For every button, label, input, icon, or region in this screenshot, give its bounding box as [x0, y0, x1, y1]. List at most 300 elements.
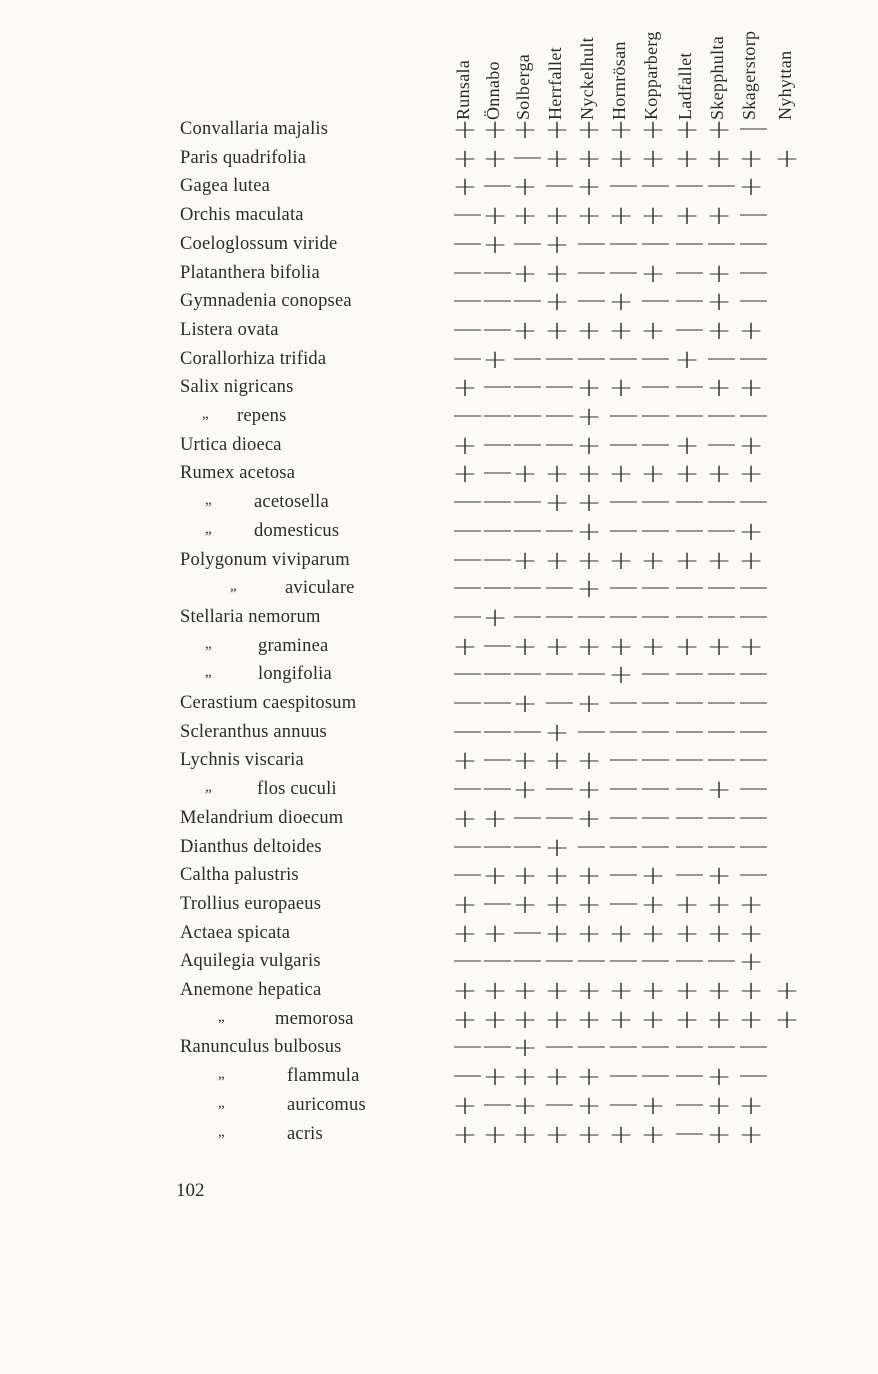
absence-mark: — — [738, 801, 769, 832]
absence-mark: — — [674, 170, 705, 201]
presence-mark: + — [608, 631, 634, 662]
presence-mark: + — [674, 201, 700, 232]
presence-mark: + — [576, 516, 602, 547]
ditto-mark: „ — [205, 635, 212, 652]
presence-mark: + — [452, 976, 478, 1006]
absence-mark: — — [482, 313, 513, 344]
presence-mark: + — [640, 1004, 666, 1035]
absence-mark: — — [576, 658, 607, 689]
presence-mark: + — [482, 229, 508, 260]
absence-mark: — — [674, 1031, 705, 1062]
absence-mark: — — [738, 1031, 769, 1062]
presence-mark: + — [640, 459, 666, 490]
presence-mark: + — [576, 430, 602, 461]
presence-mark: + — [482, 803, 508, 834]
absence-mark: — — [512, 514, 543, 545]
absence-mark: — — [512, 830, 543, 861]
species-name: flos cuculi — [257, 779, 337, 800]
absence-mark: — — [706, 342, 737, 373]
species-name: Gymnadenia conopsea — [180, 291, 352, 312]
presence-mark: + — [512, 115, 538, 145]
page-number: 102 — [176, 1180, 205, 1201]
absence-mark: — — [640, 658, 671, 689]
column-header-label: Ladfallet — [675, 52, 695, 120]
presence-mark: + — [452, 631, 478, 662]
species-name: Anemone hepatica — [180, 980, 322, 1000]
species-name: longifolia — [258, 664, 332, 685]
absence-mark: — — [706, 687, 737, 717]
presence-mark: + — [544, 287, 570, 318]
presence-mark: + — [608, 287, 634, 318]
ditto-mark: „ — [218, 1066, 225, 1083]
absence-mark: — — [738, 773, 769, 804]
presence-mark: + — [608, 545, 634, 576]
absence-mark: — — [738, 687, 769, 717]
presence-mark: + — [544, 488, 570, 519]
species-name: Gagea lutea — [180, 176, 271, 197]
absence-mark: — — [482, 629, 513, 660]
presence-mark: + — [576, 172, 602, 203]
presence-mark: + — [482, 602, 508, 633]
column-header-label: Skagerstorp — [739, 30, 759, 120]
absence-mark: — — [738, 715, 769, 746]
absence-mark: — — [512, 801, 543, 832]
presence-mark: + — [452, 430, 478, 461]
presence-mark: + — [482, 201, 508, 232]
presence-mark: + — [608, 143, 634, 174]
absence-mark: — — [608, 342, 639, 373]
absence-mark: — — [608, 600, 639, 631]
species-name: Aquilegia vulgaris — [180, 951, 321, 972]
absence-mark: — — [674, 227, 705, 258]
absence-mark: — — [512, 572, 543, 603]
absence-mark: — — [674, 486, 705, 517]
species-name: Listera ovata — [180, 319, 279, 340]
absence-mark: — — [452, 256, 483, 287]
presence-mark: + — [640, 201, 666, 232]
absence-mark: — — [608, 400, 639, 430]
presence-mark: + — [640, 889, 666, 920]
absence-mark: — — [452, 773, 483, 804]
presence-mark: + — [512, 1062, 538, 1093]
species-name: Platanthera bifolia — [180, 262, 320, 283]
absence-mark: — — [640, 572, 671, 603]
presence-mark: + — [512, 976, 538, 1006]
presence-mark: + — [452, 373, 478, 404]
presence-mark: + — [738, 1090, 764, 1121]
presence-mark: + — [452, 803, 478, 834]
presence-mark: + — [576, 631, 602, 662]
absence-mark: — — [482, 400, 513, 430]
absence-mark: — — [608, 256, 639, 287]
presence-mark: + — [706, 918, 732, 949]
absence-mark: — — [738, 658, 769, 689]
absence-mark: — — [640, 744, 671, 775]
species-name: Trollius europaeus — [180, 893, 322, 914]
absence-mark: — — [608, 687, 639, 717]
presence-mark: + — [674, 143, 700, 174]
absence-mark: — — [512, 227, 543, 258]
presence-mark: + — [576, 201, 602, 232]
absence-mark: — — [640, 428, 671, 459]
absence-mark: — — [544, 170, 575, 201]
absence-mark: — — [482, 658, 513, 689]
absence-mark: — — [452, 543, 483, 574]
species-name: Stellaria nemorum — [180, 606, 321, 627]
absence-mark: — — [640, 227, 671, 258]
absence-mark: — — [544, 600, 575, 631]
absence-mark: — — [452, 342, 483, 373]
column-header-label: Nyhyttan — [775, 50, 795, 120]
absence-mark: — — [544, 342, 575, 373]
absence-mark: — — [738, 572, 769, 603]
presence-mark: + — [544, 115, 570, 145]
absence-mark: — — [452, 227, 483, 258]
absence-mark: — — [738, 227, 769, 258]
presence-mark: + — [706, 631, 732, 662]
absence-mark: — — [608, 801, 639, 832]
presence-mark: + — [738, 459, 764, 490]
absence-mark: — — [452, 658, 483, 689]
absence-mark: — — [544, 801, 575, 832]
absence-mark: — — [738, 199, 769, 230]
absence-mark: — — [738, 600, 769, 631]
presence-mark: + — [738, 631, 764, 662]
species-name: Dianthus deltoides — [180, 836, 322, 857]
column-header-label: Hornrösan — [609, 41, 629, 120]
species-name: Ranunculus bulbosus — [180, 1037, 342, 1058]
absence-mark: — — [452, 600, 483, 631]
presence-mark: + — [640, 315, 666, 346]
presence-mark: + — [608, 1004, 634, 1035]
presence-mark: + — [706, 258, 732, 289]
absence-mark: — — [576, 1031, 607, 1062]
presence-mark: + — [482, 1004, 508, 1035]
absence-mark: — — [452, 830, 483, 861]
presence-mark: + — [576, 459, 602, 490]
presence-mark: + — [706, 861, 732, 892]
absence-mark: — — [452, 687, 483, 717]
species-name: acris — [287, 1123, 323, 1144]
presence-mark: + — [674, 344, 700, 375]
absence-mark: — — [452, 572, 483, 603]
absence-mark: — — [706, 486, 737, 517]
species-name: Cerastium caespitosum — [180, 693, 357, 713]
presence-mark: + — [640, 115, 666, 145]
absence-mark: — — [512, 371, 543, 402]
presence-mark: + — [544, 459, 570, 490]
presence-mark: + — [738, 889, 764, 920]
presence-mark: + — [576, 402, 602, 432]
presence-mark: + — [544, 717, 570, 748]
presence-mark: + — [706, 1004, 732, 1035]
absence-mark: — — [674, 256, 705, 287]
presence-mark: + — [576, 373, 602, 404]
species-name: acetosella — [254, 492, 329, 513]
presence-mark: + — [738, 430, 764, 461]
absence-mark: — — [674, 313, 705, 344]
absence-mark: — — [482, 371, 513, 402]
presence-mark: + — [512, 889, 538, 920]
presence-mark: + — [706, 545, 732, 576]
presence-mark: + — [738, 516, 764, 547]
absence-mark: — — [608, 715, 639, 746]
presence-mark: + — [738, 976, 764, 1006]
presence-mark: + — [512, 545, 538, 576]
absence-mark: — — [608, 1060, 639, 1091]
absence-mark: — — [608, 945, 639, 976]
presence-mark: + — [512, 861, 538, 892]
absence-mark: — — [674, 715, 705, 746]
absence-mark: — — [452, 313, 483, 344]
absence-mark: — — [544, 658, 575, 689]
presence-mark: + — [640, 143, 666, 174]
presence-mark: + — [640, 258, 666, 289]
absence-mark: — — [482, 170, 513, 201]
presence-mark: + — [640, 918, 666, 949]
absence-mark: — — [674, 773, 705, 804]
presence-mark: + — [452, 459, 478, 490]
presence-mark: + — [482, 143, 508, 174]
presence-mark: + — [576, 746, 602, 777]
absence-mark: — — [640, 342, 671, 373]
species-name: auricomus — [287, 1094, 366, 1115]
absence-mark: — — [738, 256, 769, 287]
absence-mark: — — [706, 227, 737, 258]
absence-mark: — — [512, 715, 543, 746]
absence-mark: — — [608, 773, 639, 804]
presence-mark: + — [544, 889, 570, 920]
presence-mark: + — [544, 631, 570, 662]
presence-mark: + — [482, 1062, 508, 1093]
absence-mark: — — [674, 1117, 705, 1148]
species-name: Caltha palustris — [180, 865, 299, 886]
presence-mark: + — [640, 861, 666, 892]
species-name: domesticus — [254, 520, 340, 541]
presence-mark: + — [738, 172, 764, 203]
absence-mark: — — [706, 514, 737, 545]
absence-mark: — — [482, 457, 513, 488]
ditto-mark: „ — [218, 1123, 225, 1140]
presence-mark: + — [706, 1119, 732, 1150]
presence-mark: + — [674, 1004, 700, 1035]
absence-mark: — — [608, 227, 639, 258]
presence-mark: + — [452, 918, 478, 949]
species-name: flammula — [287, 1066, 360, 1087]
presence-mark: + — [706, 315, 732, 346]
presence-mark: + — [512, 258, 538, 289]
absence-mark: — — [482, 514, 513, 545]
absence-mark: — — [706, 801, 737, 832]
presence-mark: + — [544, 832, 570, 863]
absence-mark: — — [706, 572, 737, 603]
absence-mark: — — [452, 285, 483, 316]
presence-mark: + — [544, 545, 570, 576]
absence-mark: — — [544, 400, 575, 430]
presence-mark: + — [738, 545, 764, 576]
presence-mark: + — [482, 976, 508, 1006]
absence-mark: — — [706, 170, 737, 201]
absence-mark: — — [674, 859, 705, 890]
absence-mark: — — [482, 572, 513, 603]
presence-mark: + — [738, 947, 764, 978]
presence-mark: + — [608, 976, 634, 1006]
presence-mark: + — [512, 1004, 538, 1035]
absence-mark: — — [544, 572, 575, 603]
absence-mark: — — [512, 916, 543, 947]
presence-mark: + — [706, 143, 732, 174]
absence-mark: — — [482, 744, 513, 775]
absence-mark: — — [640, 514, 671, 545]
species-name: Scleranthus annuus — [180, 721, 327, 742]
species-name: aviculare — [285, 578, 355, 599]
presence-mark: + — [576, 976, 602, 1006]
absence-mark: — — [482, 945, 513, 976]
presence-mark: + — [576, 143, 602, 174]
absence-mark: — — [452, 199, 483, 230]
presence-mark: + — [706, 1062, 732, 1093]
absence-mark: — — [674, 1088, 705, 1119]
presence-mark: + — [738, 373, 764, 404]
absence-mark: — — [544, 428, 575, 459]
absence-mark: — — [452, 945, 483, 976]
absence-mark: — — [674, 285, 705, 316]
absence-mark: — — [706, 658, 737, 689]
absence-mark: — — [512, 141, 543, 172]
column-header-label: Nyckelhult — [577, 37, 597, 120]
species-name: Polygonum viviparum — [180, 549, 350, 570]
presence-mark: + — [544, 1004, 570, 1035]
presence-mark: + — [512, 746, 538, 777]
presence-mark: + — [482, 115, 508, 145]
column-header-label: Solberga — [513, 53, 533, 120]
presence-mark: + — [452, 1004, 478, 1035]
presence-mark: + — [674, 976, 700, 1006]
absence-mark: — — [738, 1060, 769, 1091]
absence-mark: — — [640, 400, 671, 430]
presence-mark: + — [576, 803, 602, 834]
species-name: graminea — [258, 635, 329, 656]
species-name: Paris quadrifolia — [180, 147, 307, 168]
presence-mark: + — [544, 976, 570, 1006]
absence-mark: — — [640, 486, 671, 517]
absence-mark: — — [640, 285, 671, 316]
absence-mark: — — [608, 514, 639, 545]
absence-mark: — — [640, 600, 671, 631]
species-name: Actaea spicata — [180, 922, 291, 943]
absence-mark: — — [576, 342, 607, 373]
absence-mark: — — [738, 342, 769, 373]
absence-mark: — — [482, 887, 513, 918]
absence-mark: — — [576, 600, 607, 631]
presence-mark: + — [706, 201, 732, 232]
presence-mark: + — [544, 746, 570, 777]
absence-mark: — — [544, 514, 575, 545]
presence-mark: + — [482, 918, 508, 949]
presence-mark: + — [706, 1090, 732, 1121]
presence-mark: + — [706, 459, 732, 490]
presence-mark: + — [576, 861, 602, 892]
presence-mark: + — [512, 459, 538, 490]
absence-mark: — — [482, 486, 513, 517]
presence-mark: + — [482, 344, 508, 375]
presence-mark: + — [738, 315, 764, 346]
absence-mark: — — [674, 572, 705, 603]
column-header-label: Runsala — [453, 59, 473, 120]
species-name: Melandrium dioecum — [180, 807, 344, 828]
presence-mark: + — [608, 459, 634, 490]
absence-mark: — — [706, 715, 737, 746]
absence-mark: — — [608, 830, 639, 861]
presence-mark: + — [608, 1119, 634, 1150]
absence-mark: — — [576, 715, 607, 746]
ditto-mark: „ — [205, 492, 212, 509]
absence-mark: — — [452, 400, 483, 430]
absence-mark: — — [640, 801, 671, 832]
presence-mark: + — [512, 1119, 538, 1150]
presence-mark: + — [512, 172, 538, 203]
absence-mark: — — [674, 600, 705, 631]
species-name: Corallorhiza trifida — [180, 348, 327, 369]
absence-mark: — — [674, 945, 705, 976]
absence-mark: — — [608, 1031, 639, 1062]
presence-mark: + — [738, 1004, 764, 1035]
absence-mark: — — [608, 486, 639, 517]
absence-mark: — — [576, 256, 607, 287]
absence-mark: — — [482, 687, 513, 717]
absence-mark: — — [706, 830, 737, 861]
absence-mark: — — [674, 830, 705, 861]
presence-mark: + — [576, 889, 602, 920]
absence-mark: — — [482, 715, 513, 746]
absence-mark: — — [738, 113, 769, 143]
presence-mark: + — [544, 229, 570, 260]
absence-mark: — — [674, 400, 705, 430]
presence-mark: + — [706, 889, 732, 920]
absence-mark: — — [482, 830, 513, 861]
presence-mark: + — [706, 976, 732, 1006]
absence-mark: — — [544, 371, 575, 402]
presence-mark: + — [452, 115, 478, 145]
presence-mark: + — [674, 918, 700, 949]
absence-mark: — — [674, 658, 705, 689]
presence-mark: + — [774, 143, 800, 174]
presence-mark: + — [544, 1062, 570, 1093]
ditto-mark: „ — [202, 406, 209, 422]
absence-mark: — — [706, 1031, 737, 1062]
species-name: Lychnis viscaria — [180, 750, 304, 771]
presence-mark: + — [576, 775, 602, 806]
ditto-mark: „ — [205, 779, 212, 796]
absence-mark: — — [576, 945, 607, 976]
presence-mark: + — [738, 143, 764, 174]
presence-mark: + — [452, 746, 478, 777]
absence-mark: — — [482, 543, 513, 574]
species-name: Orchis maculata — [180, 205, 304, 226]
absence-mark: — — [640, 1060, 671, 1091]
absence-mark: — — [608, 859, 639, 890]
presence-mark: + — [774, 1004, 800, 1035]
presence-mark: + — [512, 775, 538, 806]
presence-mark: + — [674, 631, 700, 662]
presence-mark: + — [576, 488, 602, 519]
presence-mark: + — [608, 660, 634, 691]
presence-mark: + — [452, 172, 478, 203]
presence-mark: + — [674, 430, 700, 461]
presence-mark: + — [512, 201, 538, 232]
absence-mark: — — [512, 600, 543, 631]
absence-mark: — — [544, 687, 575, 717]
